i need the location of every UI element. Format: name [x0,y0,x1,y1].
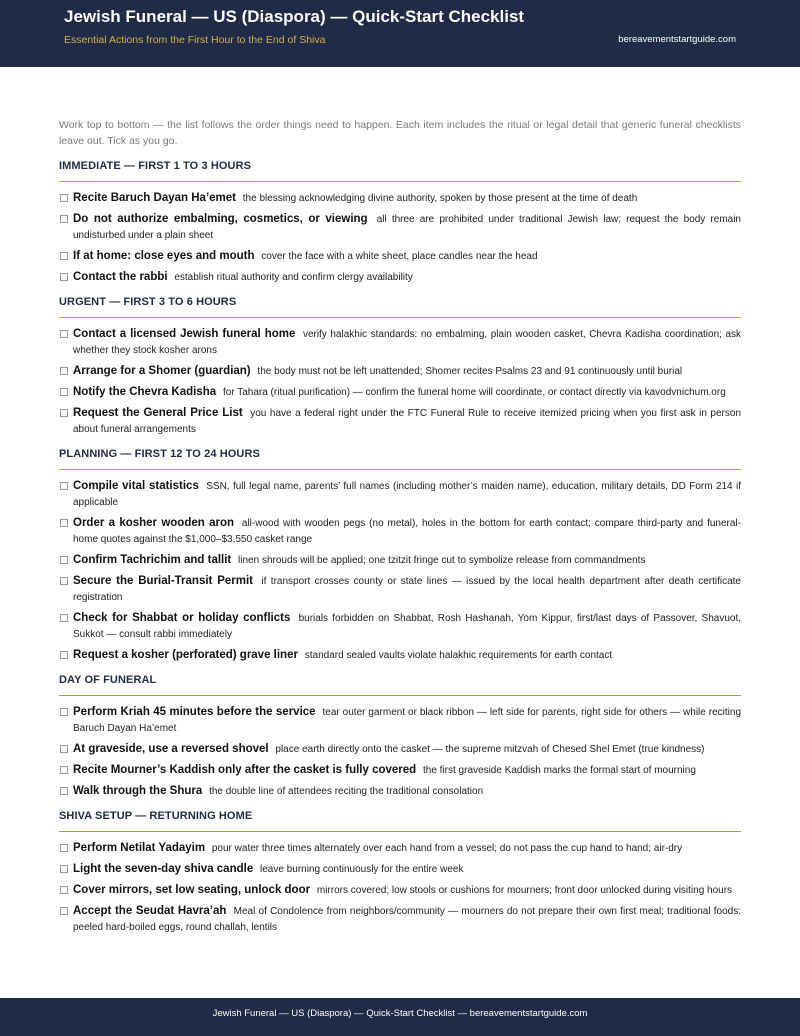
checkbox[interactable] [60,766,68,774]
checklist-item [59,384,741,401]
item-description: you have a federal right under the FTC Funeral Rule to receive itemized pricing when you first ask in person about funeral arrangements [73,408,742,435]
checkbox[interactable] [60,865,68,873]
item-label: Perform Kriah 45 minutes before the service [73,706,316,718]
item-description: the double line of attendees reciting the traditional consolation [209,786,484,797]
checkbox[interactable] [60,215,68,223]
item-label: Recite Mourner’s Kaddish only after the casket is fully covered [73,764,417,776]
item-description: linen shrouds will be applied; one tzitzit fringe cut to symbolize release from commandments [238,555,646,566]
checklist-item [59,783,741,800]
checklist-item [59,552,741,569]
checklist-item [59,647,741,664]
checkbox[interactable] [60,194,68,202]
checklist-item [59,269,741,286]
item-label: Cover mirrors, set low seating, unlock door [73,884,311,896]
checklist-section [59,810,741,936]
checkbox[interactable] [60,886,68,894]
checkbox[interactable] [60,388,68,396]
item-description: standard sealed vaults violate halakhic requirements for earth contact [304,650,613,661]
page-title: Jewish Funeral — US (Diaspora) — Quick-Start Checklist [64,7,525,26]
item-description: establish ritual authority and confirm clergy availability [174,272,413,283]
item-description: tear outer garment or black ribbon — left side for parents, right side for others — while reciting Baruch Dayan Ha’emet [73,707,742,734]
item-label: At graveside, use a reversed shovel [73,743,269,755]
checklist-item [59,762,741,779]
item-description: pour water three times alternately over each hand from a vessel; do not pass the cup hand to hand; air-dry [211,843,683,854]
item-description: the body must not be left unattended; Shomer recites Psalms 23 and 91 continuously until burial [257,366,683,377]
checkbox[interactable] [60,252,68,260]
checklist-item [59,211,741,244]
checkbox[interactable] [60,745,68,753]
item-description: the first graveside Kaddish marks the formal start of mourning [422,765,696,776]
item-description: leave burning continuously for the entire week [260,864,464,875]
item-description: place earth directly onto the casket — the supreme mitzvah of Chesed Shel Emet (true kindness) [275,744,705,755]
item-label: Confirm Tachrichim and tallit [73,554,232,566]
checkbox[interactable] [60,708,68,716]
page-header [0,0,800,67]
page-footer: Jewish Funeral — US (Diaspora) — Quick-Start Checklist — bereavementstartguide.com [0,998,800,1036]
checklist-section [59,160,741,286]
item-description: verify halakhic standards: no embalming, plain wooden casket, Chevra Kadisha coordination; ask whether they stock kosher arons [73,329,742,356]
checklist-item [59,861,741,878]
checkbox[interactable] [60,787,68,795]
item-description: cover the face with a white sheet, place candles near the head [261,251,538,262]
item-description: burials forbidden on Shabbat, Rosh Hashanah, Yom Kippur, first/last days of Passover, Shavuot, Sukkot — consult rabbi immediately [73,613,741,640]
item-label: Accept the Seudat Havra’ah [73,905,227,917]
section-title: DAY OF FUNERAL [59,674,741,696]
checklist-section [59,674,741,800]
intro-text: Work top to bottom — the list follows the order things need to happen. Each item includes the ritual or legal detail that generic funeral checklists leave out. Tick as you go. [59,119,741,147]
item-description: all-wood with wooden pegs (no metal), holes in the bottom for earth contact; compare third-party and funeral-home quotes against the $1,000–$3,550 casket range [73,518,741,545]
checklist-sections [59,160,741,936]
checklist-item [59,515,741,548]
checklist-item [59,903,741,936]
item-label: Recite Baruch Dayan Ha’emet [73,192,236,204]
checkbox[interactable] [60,519,68,527]
item-label: Contact the rabbi [73,271,168,283]
item-description: the blessing acknowledging divine authority, spoken by those present at the time of death [242,193,638,204]
item-label: Check for Shabbat or holiday conflicts [73,612,291,624]
checkbox[interactable] [60,273,68,281]
checkbox[interactable] [60,330,68,338]
checklist-item [59,704,741,737]
page-subtitle: Essential Actions from the First Hour to the End of Shiva [64,34,326,46]
checkbox[interactable] [60,556,68,564]
item-label: Do not authorize embalming, cosmetics, or viewing [73,213,368,225]
checkbox[interactable] [60,907,68,915]
section-title: URGENT — FIRST 3 TO 6 HOURS [59,296,741,318]
item-label: If at home: close eyes and mouth [73,250,255,262]
checklist-item [59,478,741,511]
section-title: SHIVA SETUP — RETURNING HOME [59,810,741,832]
checkbox[interactable] [60,651,68,659]
item-label: Order a kosher wooden aron [73,517,234,529]
checklist-content [59,117,741,946]
item-label: Perform Netilat Yadayim [73,842,206,854]
item-label: Notify the Chevra Kadisha [73,386,217,398]
checkbox[interactable] [60,577,68,585]
checklist-item [59,741,741,758]
checkbox[interactable] [60,844,68,852]
item-description: if transport crosses county or state lines — issued by the local health department after death certificate registration [73,576,741,603]
section-title: PLANNING — FIRST 12 TO 24 HOURS [59,448,741,470]
item-label: Light the seven-day shiva candle [73,863,254,875]
item-description: Meal of Condolence from neighbors/community — mourners do not prepare their own first meal; traditional foods: peeled hard-boiled eggs, round challah, lentils [73,906,741,933]
checklist-item [59,190,741,207]
item-label: Request the General Price List [73,407,243,419]
item-description: mirrors covered; low stools or cushions for mourners; front door unlocked during visiting hours [316,885,733,896]
item-label: Arrange for a Shomer (guardian) [73,365,251,377]
checklist-item [59,610,741,643]
checkbox[interactable] [60,482,68,490]
item-label: Contact a licensed Jewish funeral home [73,328,296,340]
item-label: Request a kosher (perforated) grave liner [73,649,298,661]
checklist-item [59,326,741,359]
item-label: Secure the Burial-Transit Permit [73,575,253,587]
checkbox[interactable] [60,367,68,375]
checklist-section [59,296,741,438]
item-label: Compile vital statistics [73,480,199,492]
section-title: IMMEDIATE — FIRST 1 TO 3 HOURS [59,160,741,182]
checklist-item [59,363,741,380]
checkbox[interactable] [60,409,68,417]
checklist-item [59,882,741,899]
checklist-item [59,405,741,438]
item-description: SSN, full legal name, parents’ full names (including mother’s maiden name), education, military details, DD Form 214 if applicable [73,481,742,508]
checklist-section [59,448,741,664]
item-label: Walk through the Shura [73,785,203,797]
checklist-item [59,248,741,265]
site-url: bereavementstartguide.com [618,34,736,45]
item-description: for Tahara (ritual purification) — confirm the funeral home will coordinate, or contact directly via kavodvnichum.org [222,387,726,398]
checklist-item [59,840,741,857]
checkbox[interactable] [60,614,68,622]
item-description: all three are prohibited under traditional Jewish law; request the body remain undisturbed under a plain sheet [73,214,741,241]
checklist-item [59,573,741,606]
